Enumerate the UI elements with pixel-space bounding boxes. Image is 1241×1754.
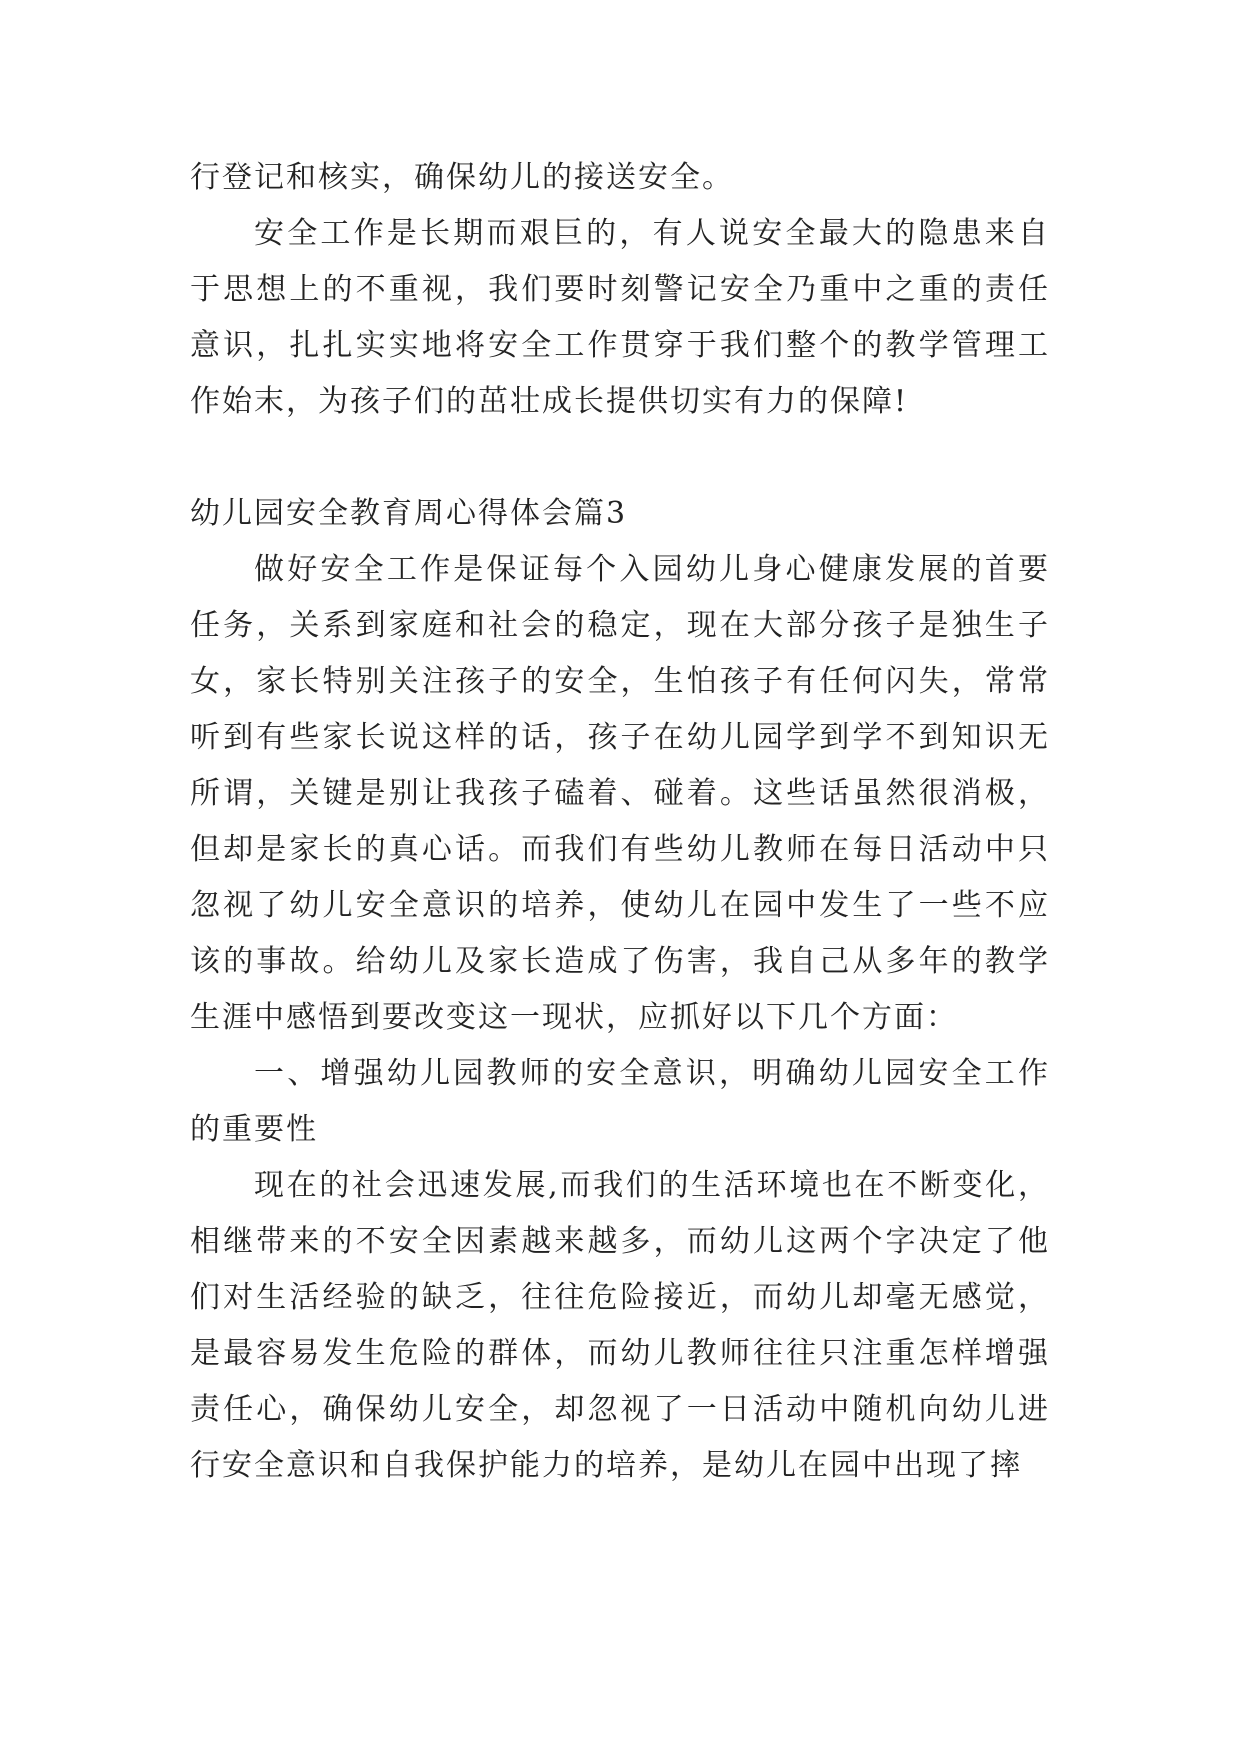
section-heading: 幼儿园安全教育周心得体会篇3 — [190, 496, 628, 531]
paragraph-safety-priority: 做好安全工作是保证每个入园幼儿身心健康发展的首要任务，关系到家庭和社会的稳定，现在大部分孩子是独生子女，家长特别关注孩子的安全，生怕孩子有任何闪失，常常听到有些家长说这样的话，孩子在幼儿园学到学不到知识无所谓，关键是别让我孩子磕着、碰着。这些话虽然很消极，但却是家长的真心话。而我们有些幼儿教师在每日活动中只忽视了幼儿安全意识的培养，使幼儿在园中发生了一些不应该的事故。给幼儿及家长造成了伤害，我自己从多年的教学生涯中感悟到要改变这一现状，应抓好以下几个方面： — [190, 552, 1050, 1035]
paragraph-continuation: 行登记和核实，确保幼儿的接送安全。 — [190, 160, 734, 195]
paragraph-social-development: 现在的社会迅速发展,而我们的生活环境也在不断变化，相继带来的不安全因素越来越多，而幼儿这两个字决定了他们对生活经验的缺乏，往往危险接近，而幼儿却毫无感觉，是最容易发生危险的群体，而幼儿教师往往只注重怎样增强责任心，确保幼儿安全，却忽视了一日活动中随机向幼儿进行安全意识和自我保护能力的培养，是幼儿在园中出现了摔 — [190, 1168, 1050, 1483]
paragraph-safety-long-term: 安全工作是长期而艰巨的，有人说安全最大的隐患来自于思想上的不重视，我们要时刻警记安全乃重中之重的责任意识，扎扎实实地将安全工作贯穿于我们整个的教学管理工作始末，为孩子们的茁壮成长提供切实有力的保障! — [190, 216, 1050, 419]
paragraph-point-one: 一、增强幼儿园教师的安全意识，明确幼儿园安全工作的重要性 — [190, 1056, 1050, 1147]
document-body — [190, 150, 1050, 1494]
